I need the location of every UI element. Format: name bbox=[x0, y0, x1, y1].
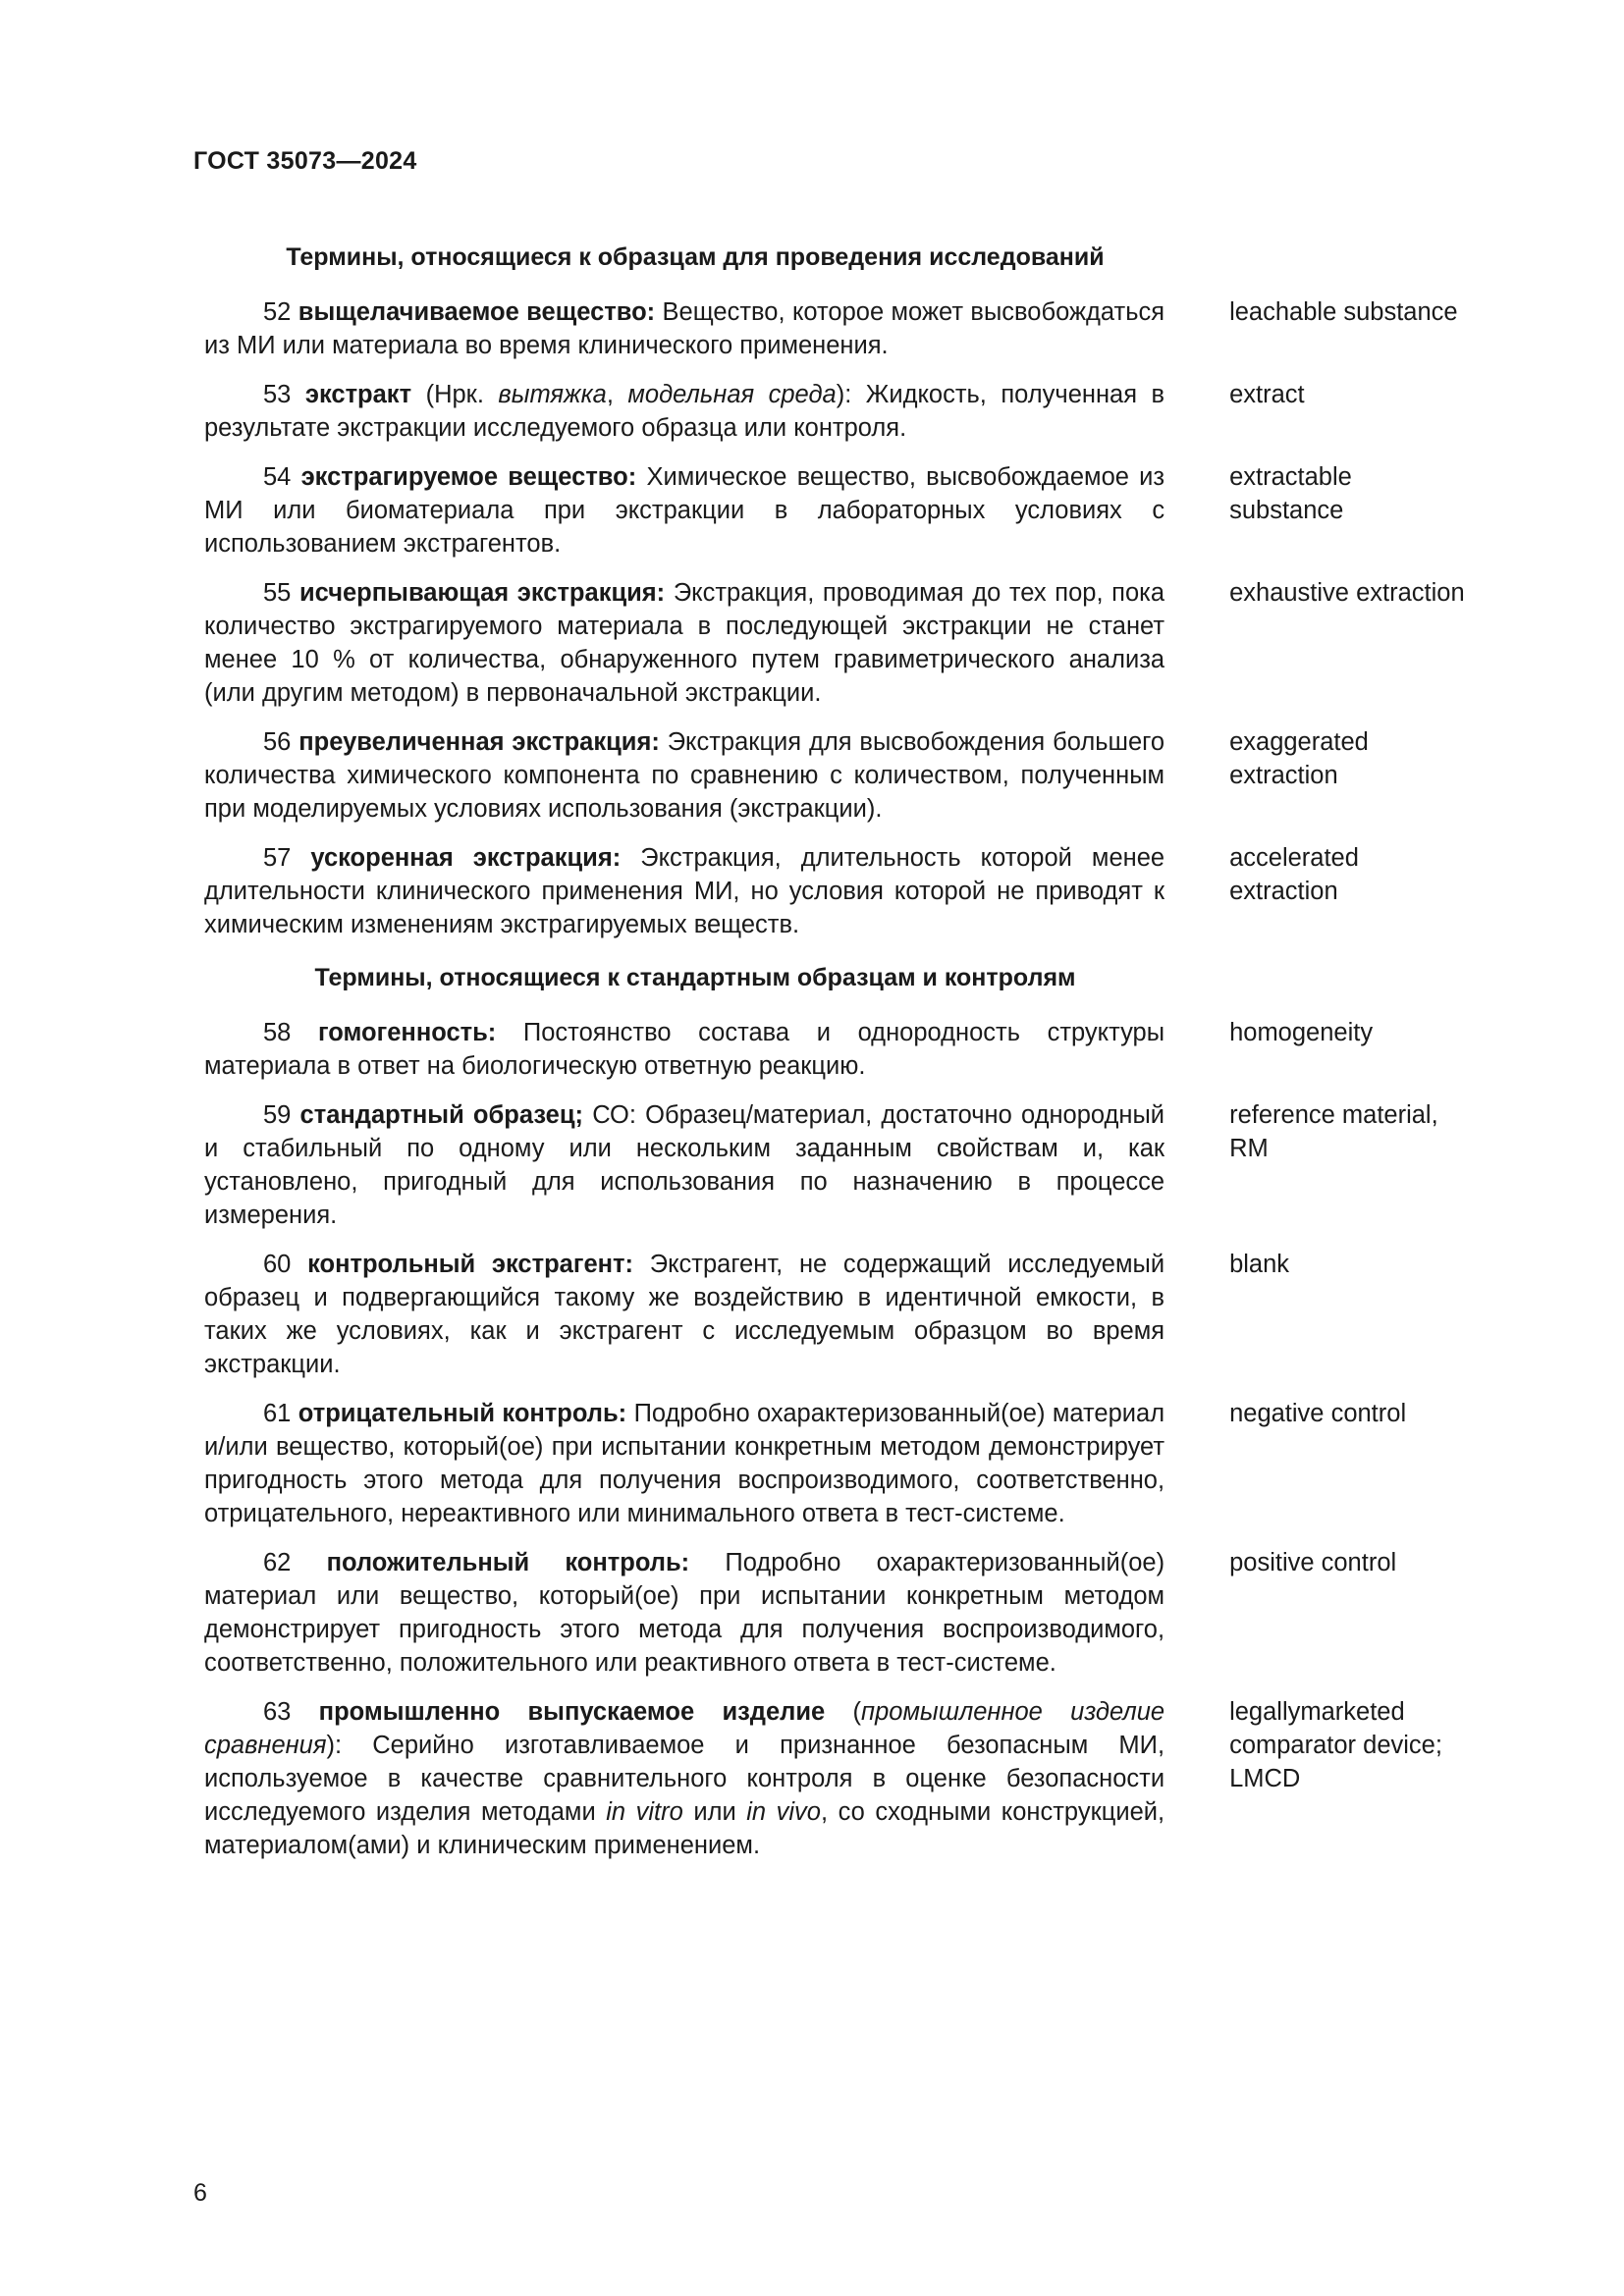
term-number: 61 bbox=[263, 1400, 292, 1427]
term-definition bbox=[204, 1016, 1164, 1083]
document-code-header: ГОСТ 35073—2024 bbox=[193, 147, 417, 175]
term-text: ): Жидкость, полученная в результате экстракции исследуемого образца или контроля. bbox=[204, 381, 1165, 442]
term-entry-53 bbox=[204, 378, 1510, 445]
term-number: 60 bbox=[263, 1251, 292, 1278]
term-entry-58 bbox=[204, 1016, 1510, 1083]
term-name: преувеличенная экстракция: bbox=[298, 728, 660, 756]
term-name: экстрагируемое вещество: bbox=[300, 463, 637, 491]
term-english: extractable substance bbox=[1229, 463, 1352, 524]
term-synonym: модельная среда bbox=[627, 381, 837, 408]
term-entry-56 bbox=[204, 725, 1510, 826]
term-entry-57 bbox=[204, 841, 1510, 941]
term-entry-63 bbox=[204, 1695, 1510, 1862]
term-number: 62 bbox=[263, 1549, 292, 1576]
term-text: Химическое вещество, высвобождаемое из МИ или биоматериала при экстракции в лабораторных условиях с использованием экстрагентов. bbox=[204, 463, 1165, 558]
term-name: стандартный образец; bbox=[299, 1101, 584, 1129]
term-text-mid: или bbox=[682, 1798, 747, 1826]
term-entry-61 bbox=[204, 1397, 1510, 1530]
term-number: 57 bbox=[263, 844, 292, 872]
term-entry-59 bbox=[204, 1098, 1510, 1232]
term-number: 56 bbox=[263, 728, 292, 756]
term-name: отрицательный контроль: bbox=[298, 1400, 627, 1427]
term-definition bbox=[204, 1695, 1164, 1862]
term-text: Постоянство состава и однородность структуры материала в ответ на биологическую ответную реакцию. bbox=[204, 1019, 1165, 1080]
term-english: exhaustive extraction bbox=[1229, 579, 1465, 607]
term-text: ): Серийно изготавливаемое и признанное безопасным МИ, используемое в качестве сравнительного контроля в оценке безопасности исследуемого изделия методами bbox=[204, 1732, 1165, 1826]
term-latin: in vivo bbox=[746, 1798, 821, 1826]
term-english: legallymarketed comparator device; LMCD bbox=[1229, 1698, 1442, 1792]
term-entry-54 bbox=[204, 460, 1510, 561]
term-definition bbox=[204, 1397, 1164, 1530]
term-name: ускоренная экстракция: bbox=[310, 844, 622, 872]
term-english: blank bbox=[1229, 1251, 1290, 1278]
term-definition bbox=[204, 576, 1164, 710]
term-english: negative control bbox=[1229, 1400, 1407, 1427]
term-text: Экстракция для высвобождения большего количества химического компонента по сравнению с количеством, полученным при моделируемых условиях использования (экстракции). bbox=[204, 728, 1165, 823]
term-text: Экстракция, длительность которой менее длительности клинического применения МИ, но условия которой не приводят к химическим изменениям экстрагируемых веществ. bbox=[204, 844, 1165, 938]
term-english: accelerated extraction bbox=[1229, 844, 1359, 905]
term-english: reference material, RM bbox=[1229, 1101, 1438, 1162]
page-number: 6 bbox=[193, 2179, 207, 2207]
term-number: 59 bbox=[263, 1101, 292, 1129]
term-name: исчерпывающая экстракция: bbox=[299, 579, 666, 607]
term-text: Подробно охарактеризованный(ое) материал и/или вещество, который(ое) при испытании конкретным методом демонстрирует пригодность этого метода для получения воспроизводимого, соответственно, отрицательного, нереактивного или минимального ответа в тест-системе. bbox=[204, 1400, 1165, 1527]
term-text: Экстрагент, не содержащий исследуемый образец и подвергающийся такому же воздействию в идентичной емкости, в таких же условиях, как и экстрагент с исследуемым образцом во время экстракции. bbox=[204, 1251, 1165, 1378]
term-definition bbox=[204, 1098, 1164, 1232]
section-heading-reference-materials: Термины, относящиеся к стандартным образцам и контролям bbox=[314, 964, 1076, 991]
term-definition bbox=[204, 295, 1164, 362]
term-entry-52 bbox=[204, 295, 1510, 362]
term-number: 53 bbox=[263, 381, 292, 408]
term-entry-60 bbox=[204, 1248, 1510, 1381]
term-number: 55 bbox=[263, 579, 292, 607]
term-english: leachable substance bbox=[1229, 298, 1458, 326]
term-english: extract bbox=[1229, 381, 1305, 408]
section-heading-samples: Термины, относящиеся к образцам для проведения исследований bbox=[286, 243, 1105, 271]
term-english: homogeneity bbox=[1229, 1019, 1374, 1046]
term-name: гомогенность: bbox=[317, 1019, 497, 1046]
term-text: СО: Образец/материал, достаточно однородный и стабильный по одному или нескольким заданным свойствам и, как установлено, пригодный для использования по назначению в процессе измерения. bbox=[204, 1101, 1165, 1229]
term-entry-55 bbox=[204, 576, 1510, 710]
term-definition bbox=[204, 1248, 1164, 1381]
term-number: 54 bbox=[263, 463, 292, 491]
term-entry-62 bbox=[204, 1546, 1510, 1680]
term-text: , со сходными конструкцией, материалом(ами) и клиническим применением. bbox=[204, 1798, 1165, 1859]
term-text: Вещество, которое может высвобождаться из МИ или материала во время клинического применения. bbox=[204, 298, 1165, 359]
term-name: положительный контроль: bbox=[326, 1549, 690, 1576]
term-text-pre: (Нрк. bbox=[425, 381, 499, 408]
term-name: контрольный экстрагент: bbox=[307, 1251, 634, 1278]
term-definition bbox=[204, 378, 1164, 445]
term-english: positive control bbox=[1229, 1549, 1397, 1576]
term-definition bbox=[204, 841, 1164, 941]
term-english: exaggerated extraction bbox=[1229, 728, 1369, 789]
term-latin: in vitro bbox=[606, 1798, 683, 1826]
term-name: промышленно выпускаемое изделие bbox=[318, 1698, 826, 1726]
term-name: выщелачиваемое вещество: bbox=[298, 298, 656, 326]
term-number: 63 bbox=[263, 1698, 292, 1726]
term-definition bbox=[204, 725, 1164, 826]
term-synonym: промышленное изделие сравнения bbox=[204, 1698, 1165, 1759]
term-text-pre: ( bbox=[852, 1698, 862, 1726]
term-number: 58 bbox=[263, 1019, 292, 1046]
term-text: Экстракция, проводимая до тех пор, пока количество экстрагируемого материала в последующей экстракции не станет менее 10 % от количества, обнаруженного путем гравиметрического анализа (или другим методом) в первоначальной экстракции. bbox=[204, 579, 1165, 707]
term-name: экстракт bbox=[304, 381, 412, 408]
term-definition bbox=[204, 460, 1164, 561]
term-definition bbox=[204, 1546, 1164, 1680]
term-synonym: вытяжка bbox=[498, 381, 607, 408]
term-text: Подробно охарактеризованный(ое) материал или вещество, который(ое) при испытании конкретным методом демонстрирует пригодность этого метода для получения воспроизводимого, соответственно, положительного или реактивного ответа в тест-системе. bbox=[204, 1549, 1165, 1677]
term-text-sep: , bbox=[606, 381, 628, 408]
term-number: 52 bbox=[263, 298, 292, 326]
document-content bbox=[204, 240, 1510, 1878]
